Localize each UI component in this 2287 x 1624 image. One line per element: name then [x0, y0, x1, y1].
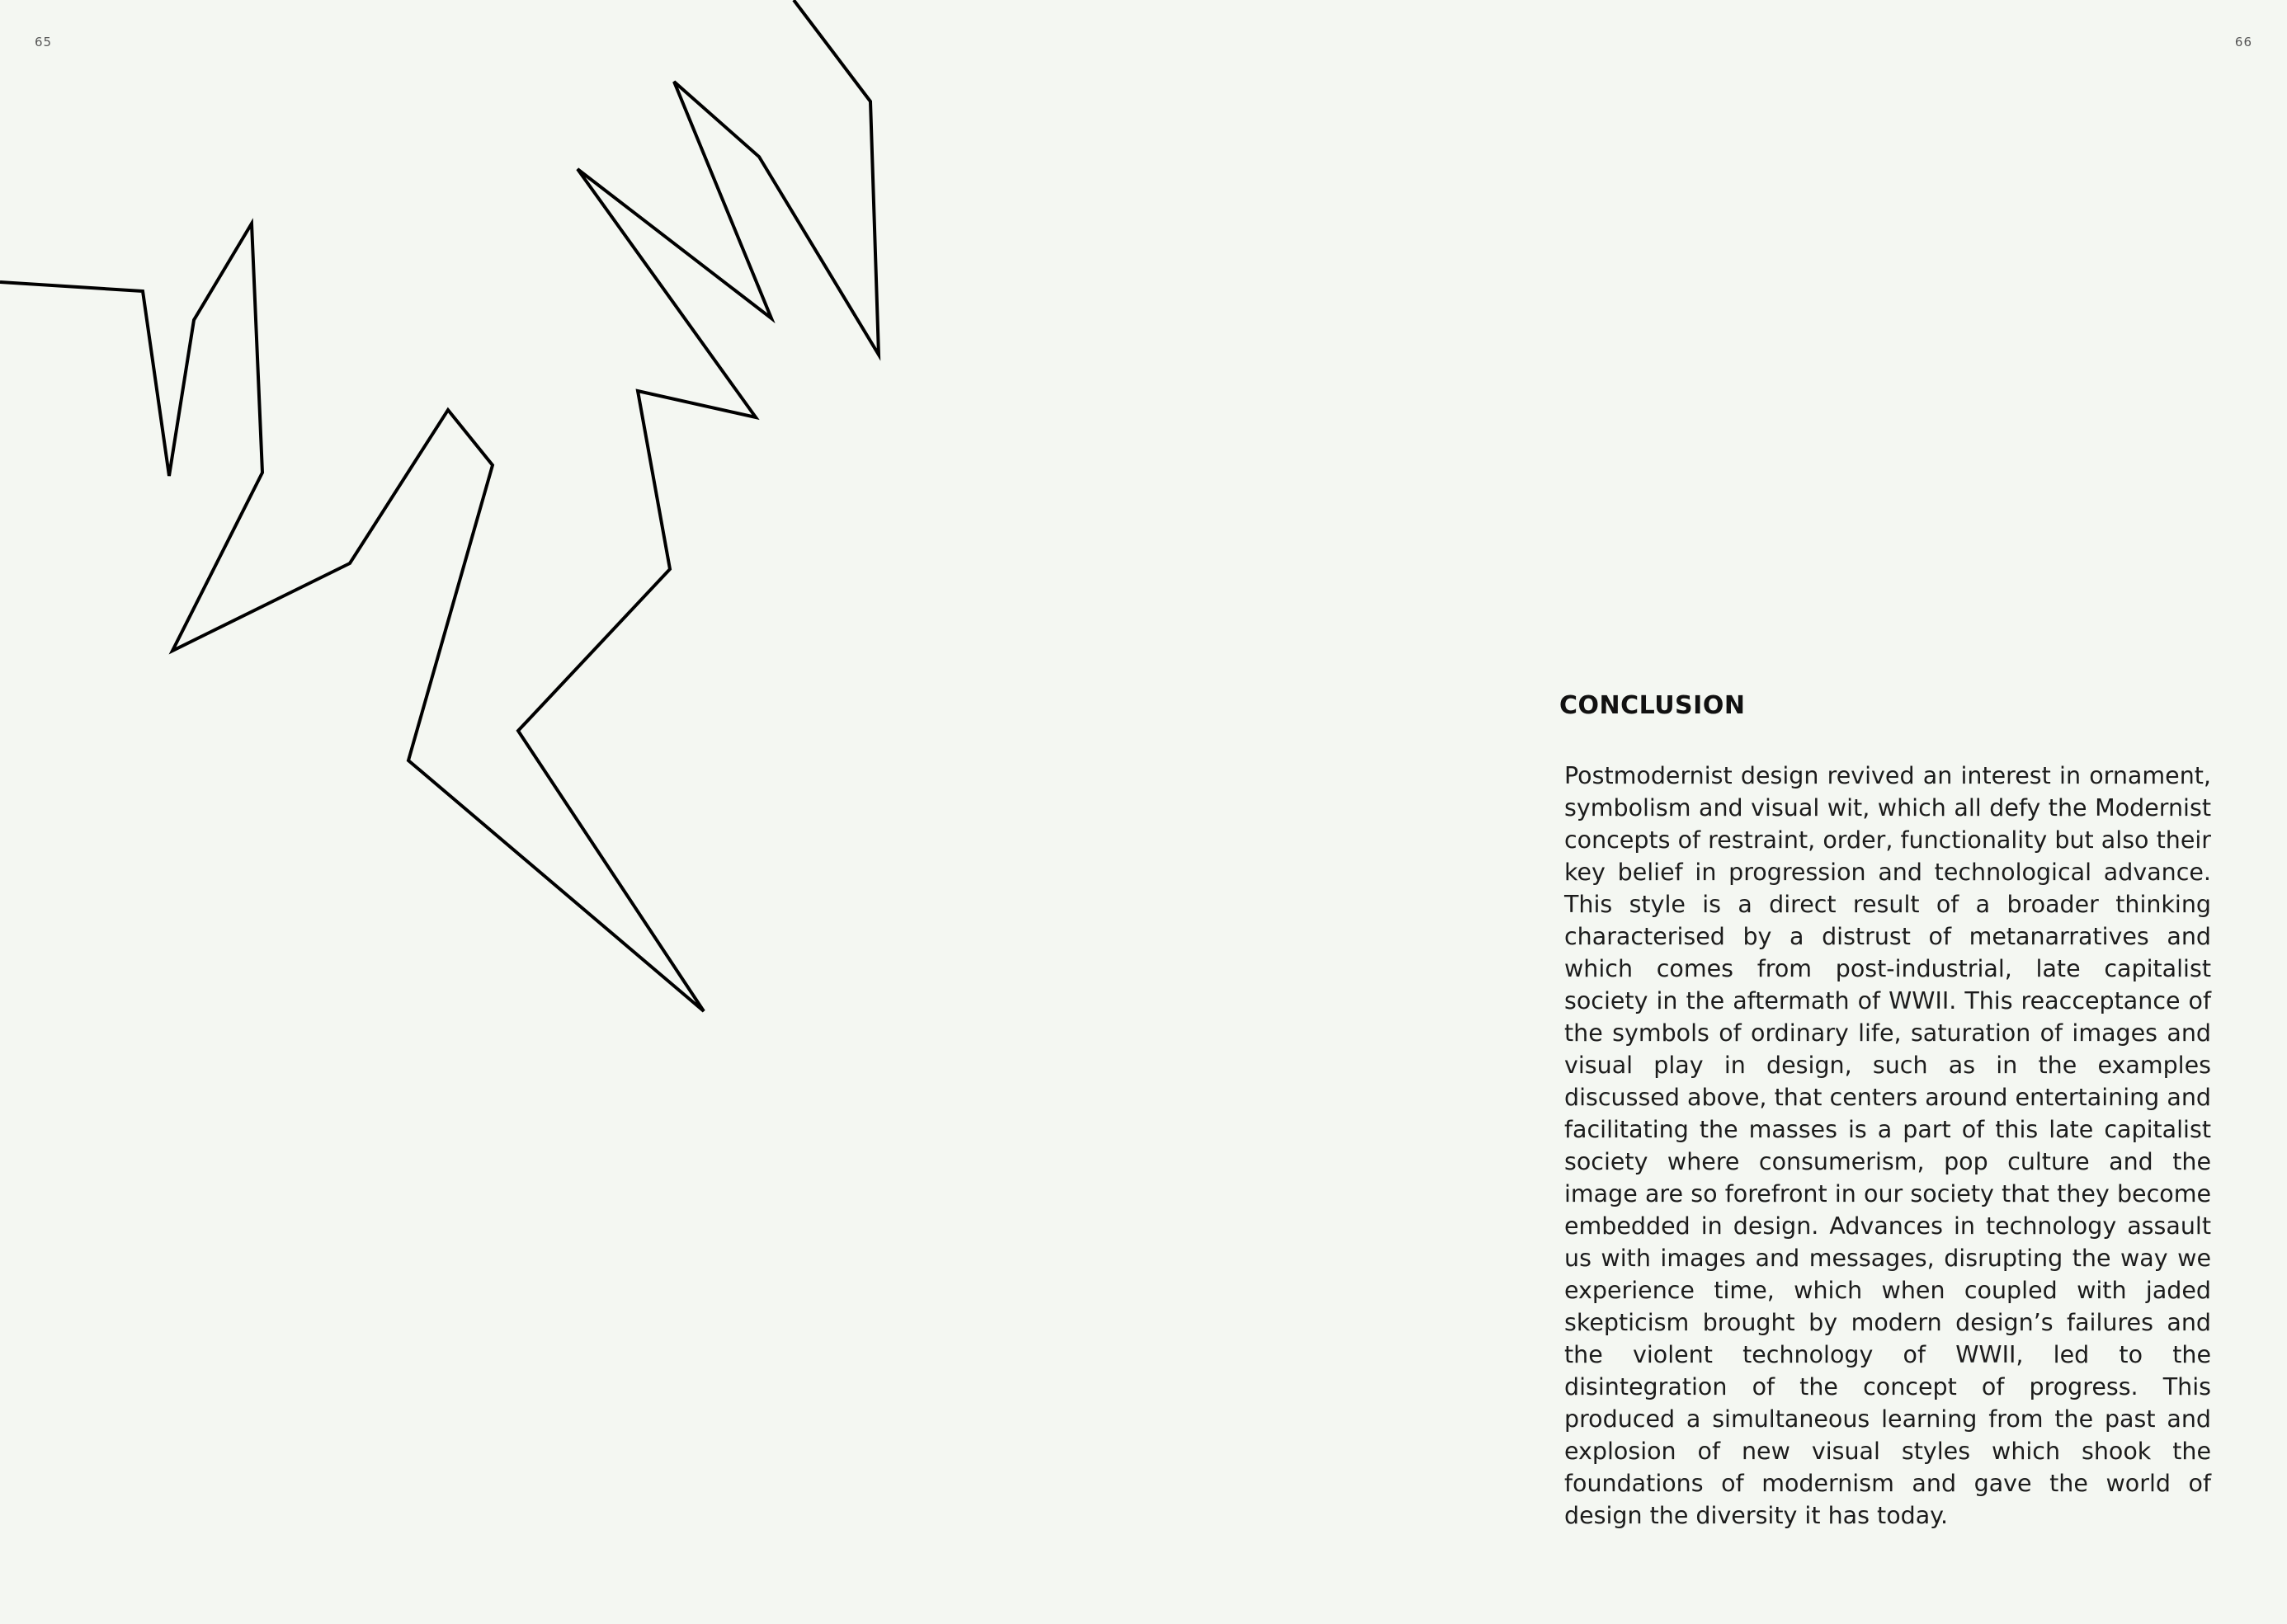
zigzag-line-path [0, 0, 879, 1011]
conclusion-body: Postmodernist design revived an interest in ornament, symbolism and visual wit, which all defy the Modernist concepts of restraint, order, functionality but also their key belief in progression and technological advance. This style is a direct result of a broader thinking characterised by a distrust of metanarratives and which comes from post-industrial, late capitalist society in the aftermath of WWII. This reacceptance of the symbols of ordinary life, saturation of images and visual play in design, such as in the examples discussed above, that centers around entertaining and facilitating the masses is a part of this late capitalist society where consumerism, pop culture and the image are so forefront in our society that they become embedded in design. Advances in technology assault us with images and messages, disrupting the way we experience time, which when coupled with jaded skepticism brought by modern design’s failures and the violent technology of WWII, led to the disintegration of the concept of progress. This produced a simultaneous learning from the past and explosion of new visual styles which shook the foundations of modernism and gave the world of design the diversity it has today. [1564, 762, 2211, 1529]
right-page-number: 66 [2234, 35, 2252, 49]
left-page-number: 65 [35, 35, 53, 49]
conclusion-heading: CONCLUSION [1559, 691, 1746, 720]
conclusion-section [1559, 691, 2211, 1532]
zigzag-line-icon [0, 0, 908, 1031]
